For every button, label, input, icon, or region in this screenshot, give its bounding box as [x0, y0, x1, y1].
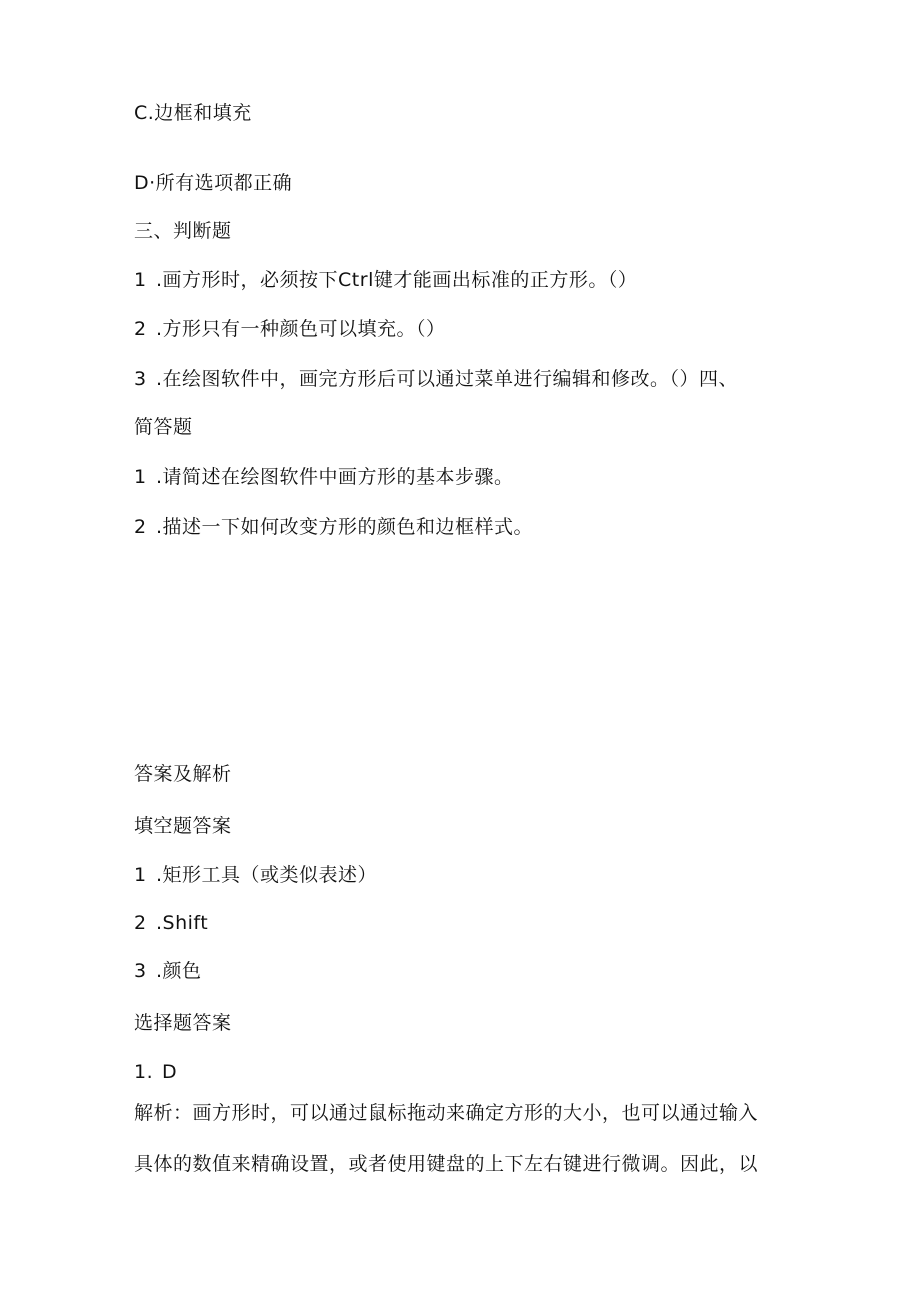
- analysis-line-2: 具体的数值来精确设置，或者使用键盘的上下左右键进行微调。因此，以: [134, 1153, 759, 1175]
- item-text: .描述一下如何改变方形的颜色和边框样式。: [156, 516, 534, 538]
- item-text: .方形只有一种颜色可以填充。（）: [156, 318, 446, 340]
- item-text: .矩形工具（或类似表述）: [156, 864, 378, 886]
- item-number: 3: [134, 368, 147, 390]
- judge-item-2: [134, 317, 446, 341]
- item-number: 2: [134, 912, 147, 934]
- short-heading: 简答题: [134, 416, 193, 438]
- fill-answer-2: [134, 911, 208, 935]
- item-text: D: [162, 1061, 178, 1083]
- item-text: .Shift: [156, 912, 209, 934]
- judge-heading: 三、判断题: [134, 220, 232, 242]
- item-text: .请简述在绘图软件中画方形的基本步骤。: [156, 466, 514, 488]
- short-item-1: [134, 465, 514, 489]
- item-number: 1: [134, 269, 147, 291]
- item-number: 2: [134, 318, 147, 340]
- option-c: C.边框和填充: [134, 102, 252, 124]
- fill-answers-heading: 填空题答案: [134, 815, 232, 837]
- choice-answers-heading: 选择题答案: [134, 1012, 232, 1034]
- option-d: D·所有选项都正确: [134, 172, 293, 194]
- item-text: .画方形时，必须按下Ctrl键才能画出标准的正方形。（）: [156, 269, 638, 291]
- fill-answer-1: [134, 863, 377, 887]
- item-number: 1: [134, 466, 147, 488]
- analysis-line-1: 解析：画方形时，可以通过鼠标拖动来确定方形的大小，也可以通过输入: [134, 1102, 759, 1124]
- item-number: 1.: [134, 1061, 154, 1083]
- item-text: .颜色: [156, 960, 202, 982]
- item-text: .在绘图软件中，画完方形后可以通过菜单进行编辑和修改。（）四、: [156, 368, 739, 390]
- answers-heading: 答案及解析: [134, 763, 232, 785]
- fill-answer-3: [134, 959, 202, 983]
- judge-item-3: [134, 367, 738, 391]
- item-number: 1: [134, 864, 147, 886]
- item-number: 2: [134, 516, 147, 538]
- judge-item-1: [134, 268, 637, 292]
- item-number: 3: [134, 960, 147, 982]
- short-item-2: [134, 515, 533, 539]
- choice-answer-1: [134, 1060, 177, 1084]
